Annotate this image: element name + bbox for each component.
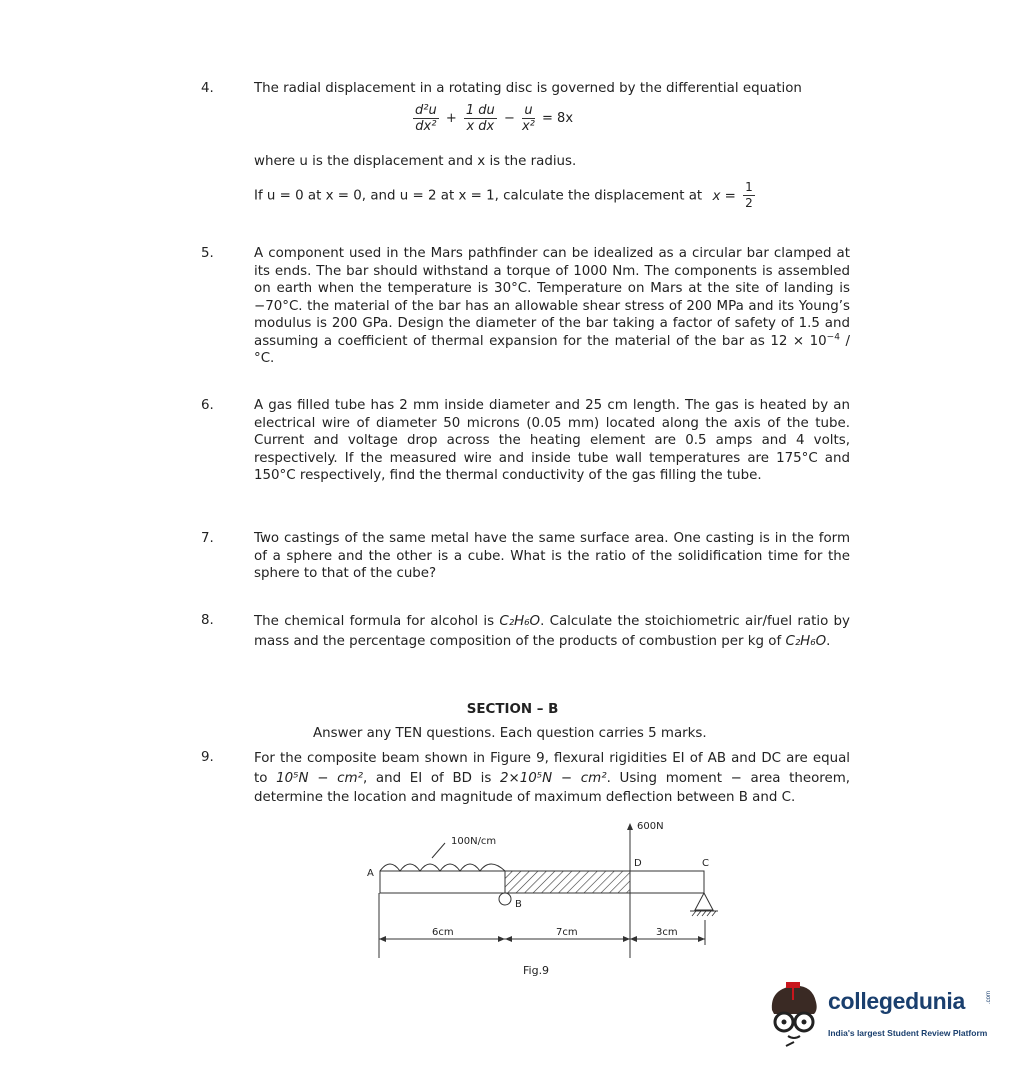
load-pointer: [432, 843, 445, 858]
question-body: .: [826, 634, 831, 649]
question-body: . Using moment − area theorem, determine the location and magnitude of maximum deflection between B and C.: [254, 770, 851, 805]
dimension-arrow: [630, 936, 637, 942]
section-instructions: Answer any TEN questions. Each question carries 5 marks.: [313, 726, 707, 741]
brand-name: collegedunia: [828, 988, 965, 1014]
question-body: A component used in the Mars pathfinder can be idealized as a circular bar clamped at its ends. The bar should withstand a torque of 1000 Nm. The components is assembled on earth when the temperature is 30°C. Temperature on Mars at the site of landing is −70°C. the material of the bar has an allowable shear stress of 200 MPa and its Young’s modulus is 200 GPa. Design the diameter of the bar taking a factor of safety of 1.5 and assuming a coefficient of thermal expansion for the material of the bar as 12 × 10: [254, 246, 850, 349]
numerator: 1: [745, 180, 753, 194]
pin-support: [695, 893, 713, 910]
question-body: The chemical formula for alcohol is: [254, 614, 500, 629]
brand-logo: [764, 980, 994, 1050]
rigidity-value: 2×10⁵N − cm²: [500, 770, 607, 786]
rigidity-value: 10⁵N − cm²: [276, 770, 363, 786]
mascot-icon: [764, 980, 828, 1050]
denominator: dx²: [415, 119, 437, 134]
question-number: 8.: [201, 613, 214, 628]
chemical-formula: C₂H₆O: [785, 634, 827, 649]
dimension-label: 7cm: [556, 927, 578, 938]
question-text: A gas filled tube has 2 mm inside diameter and 25 cm length. The gas is heated by an electrical wire of diameter 50 microns (0.05 mm) located along the axis of the tube. Current and voltage drop across the heating element are 0.5 amps and 4 volts, respectively. If the measured wire and inside tube wall temperatures are 175°C and 150°C respectively, find the thermal conductivity of the gas filling the tube.: [254, 398, 850, 483]
roller-support: [499, 893, 511, 905]
question-body: . Calculate the stoichiometric air/fuel ratio by mass and the percentage composition of the products of combustion per kg of: [254, 614, 850, 649]
point-load-arrowhead: [627, 823, 633, 830]
dimension-arrow: [498, 936, 505, 942]
label-a: A: [367, 868, 374, 879]
label-d: D: [634, 858, 642, 869]
condition-text: If u = 0 at x = 0, and u = 2 at x = 1, calculate the displacement at: [254, 188, 703, 204]
exponent: −4: [826, 332, 840, 343]
question-number: 4.: [201, 81, 214, 96]
denominator: 2: [745, 196, 753, 210]
figure-caption: Fig.9: [523, 964, 550, 977]
dimension-arrow: [379, 936, 386, 942]
label-b: B: [515, 899, 522, 910]
denominator: x dx: [466, 119, 495, 134]
question-number: 5.: [201, 246, 214, 261]
unit: /°C.: [254, 333, 850, 366]
operator: −: [503, 111, 515, 126]
dimension-label: 3cm: [656, 927, 678, 938]
denominator: x²: [521, 119, 535, 134]
question-number: 6.: [201, 398, 214, 413]
question-number: 9.: [201, 750, 214, 765]
dimension-label: 6cm: [432, 927, 454, 938]
question-text: Two castings of the same metal have the same surface area. One casting is in the form of a sphere and the other is a cube. What is the ratio of the solidification time for the sphere to that of the cube?: [254, 531, 850, 581]
brand-tagline: India's largest Student Review Platform: [828, 1028, 988, 1038]
question-body: For the composite beam shown in Figure 9, flexural rigidities EI of AB and DC are equal to: [254, 751, 850, 786]
dimension-arrow: [623, 936, 630, 942]
distributed-load: [380, 864, 505, 871]
ground-hatch: [692, 911, 716, 916]
numerator: 1 du: [465, 103, 495, 118]
load-label: 100N/cm: [451, 836, 497, 847]
question-number: 7.: [201, 531, 214, 546]
variable: x =: [712, 188, 736, 204]
numerator: d²u: [415, 103, 437, 118]
chemical-formula: C₂H₆O: [499, 614, 541, 629]
beam-segment-bd: [505, 871, 630, 893]
dimension-arrow: [698, 936, 705, 942]
operator: +: [445, 111, 457, 126]
question-text: where u is the displacement and x is the radius.: [254, 154, 577, 169]
question-body: , and EI of BD is: [362, 770, 501, 786]
dimension-arrow: [505, 936, 512, 942]
brand-domain: .com: [986, 990, 992, 1004]
question-text: The radial displacement in a rotating disc is governed by the differential equation: [254, 81, 802, 96]
equation-rhs: = 8x: [542, 111, 574, 126]
point-load-label: 600N: [637, 821, 664, 832]
section-heading: SECTION – B: [466, 702, 559, 717]
label-c: C: [702, 858, 709, 869]
numerator: u: [522, 103, 535, 119]
